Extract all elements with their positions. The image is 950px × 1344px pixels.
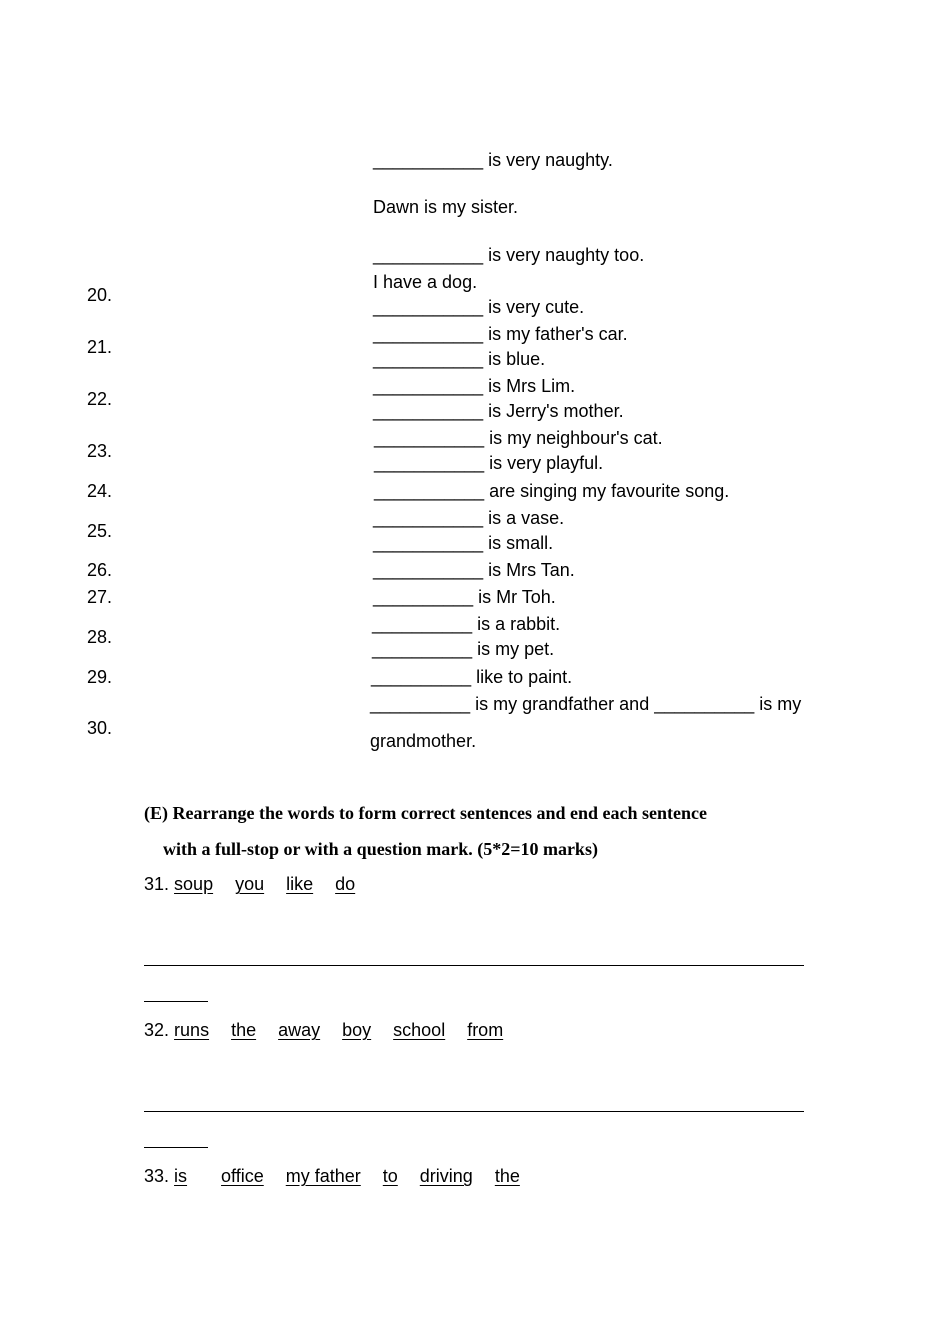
word-token: runs	[174, 1020, 210, 1040]
word-token: do	[335, 874, 356, 894]
question-line: ___________ is Jerry's mother.	[373, 401, 624, 421]
question-number: 26.	[87, 560, 113, 580]
section-e-heading: (E) Rearrange the words to form correct sentences and end each sentence	[144, 803, 708, 823]
word-token: my father	[285, 1166, 361, 1186]
question-line: __________ is Mr Toh.	[373, 587, 556, 607]
question-number: 33.	[144, 1166, 170, 1186]
question-line: ___________ is very cute.	[373, 297, 585, 317]
word-token: like	[286, 874, 314, 894]
section-e-heading-cont: with a full-stop or with a question mark. (5*2=10 marks)	[163, 839, 598, 859]
answer-line	[144, 1111, 804, 1112]
question-line: ___________ is Mrs Lim.	[373, 376, 576, 396]
pre-line: ___________ is very naughty.	[373, 150, 613, 170]
question-number: 31.	[144, 874, 170, 894]
question-line: ___________ is my neighbour's cat.	[374, 428, 663, 448]
question-line: __________ like to paint.	[371, 667, 573, 687]
question-number: 20.	[87, 285, 113, 305]
rearrange-question	[144, 1165, 542, 1187]
question-line: __________ is my pet.	[372, 639, 555, 659]
answer-line	[144, 1147, 208, 1148]
word-token: you	[235, 874, 265, 894]
question-line: grandmother.	[370, 731, 477, 751]
word-token: the	[231, 1020, 257, 1040]
word-token: soup	[174, 874, 214, 894]
question-line: ___________ is my father's car.	[373, 324, 628, 344]
word-token: school	[393, 1020, 446, 1040]
question-number: 21.	[87, 337, 113, 357]
question-line: ___________ is a vase.	[373, 508, 565, 528]
question-line: ___________ is very playful.	[374, 453, 604, 473]
question-line: __________ is a rabbit.	[372, 614, 561, 634]
question-number: 27.	[87, 587, 113, 607]
word-token: the	[494, 1166, 520, 1186]
word-token: to	[382, 1166, 398, 1186]
question-line: ___________ is blue.	[373, 349, 546, 369]
word-token: from	[467, 1020, 504, 1040]
question-line: ___________ are singing my favourite song.	[374, 481, 730, 501]
question-line: __________ is my grandfather and __________ is my	[370, 694, 802, 714]
pre-line: ___________ is very naughty too.	[373, 245, 645, 265]
question-number: 28.	[87, 627, 113, 647]
rearrange-question	[144, 1019, 525, 1041]
word-token: boy	[342, 1020, 372, 1040]
question-number: 24.	[87, 481, 113, 501]
question-number: 32.	[144, 1020, 170, 1040]
word-token: office	[221, 1166, 264, 1186]
question-number: 29.	[87, 667, 113, 687]
question-line: ___________ is small.	[373, 533, 554, 553]
word-token: driving	[419, 1166, 473, 1186]
question-number: 25.	[87, 521, 113, 541]
question-number: 30.	[87, 718, 113, 738]
rearrange-question	[144, 873, 377, 895]
answer-line	[144, 1001, 208, 1002]
question-line: I have a dog.	[373, 272, 478, 292]
question-number: 23.	[87, 441, 113, 461]
question-line: ___________ is Mrs Tan.	[373, 560, 575, 580]
question-number: 22.	[87, 389, 113, 409]
word-token: away	[278, 1020, 321, 1040]
word-token: is	[174, 1166, 188, 1186]
pre-line: Dawn is my sister.	[373, 197, 519, 217]
answer-line	[144, 965, 804, 966]
